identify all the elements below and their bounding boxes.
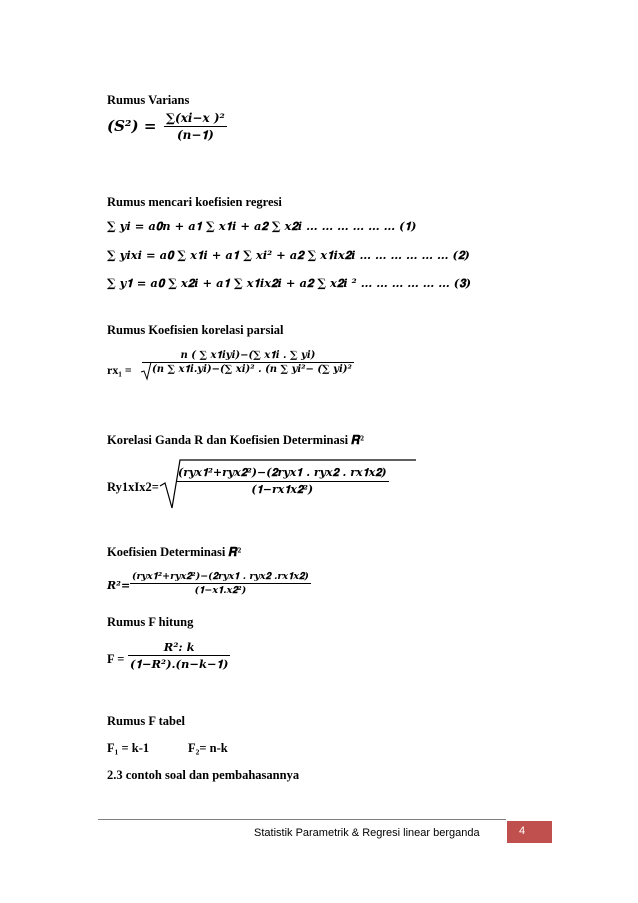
fraction-bar <box>164 126 227 127</box>
ftabel-f2: F₂= n-k <box>188 741 228 755</box>
fhitung-heading: Rumus F hitung <box>107 615 194 629</box>
fhitung-fraction <box>128 640 230 672</box>
partial-heading: Rumus Koefisien korelasi parsial <box>107 323 284 337</box>
partial-lhs: rx₁ = <box>107 363 132 377</box>
variance-numerator: ∑(𝒙𝒊−𝒙 )² <box>166 111 225 125</box>
multiple-denominator: (𝟏−𝒓𝒙𝟏𝒙𝟐²) <box>251 483 314 496</box>
variance-denominator: (𝒏−𝟏) <box>176 128 214 142</box>
partial-fraction <box>142 350 354 375</box>
regression-eq2: ∑ 𝒚𝒊𝒙𝒊 = 𝒂𝟎 ∑ 𝒙𝟏𝒊 + 𝒂𝟏 ∑ 𝒙𝒊² + 𝒂𝟐 ∑ 𝒙𝟏𝒊𝒙𝟐𝒊 … … … … … … (𝟐) <box>107 248 470 262</box>
page-number-box <box>507 821 552 843</box>
multiple-lhs: Ry1xIx2= <box>107 480 159 494</box>
regression-eq3: ∑ 𝒚𝟏 = 𝒂𝟎 ∑ 𝒙𝟐𝒊 + 𝒂𝟏 ∑ 𝒙𝟏𝒊𝒙𝟐𝒊 + 𝒂𝟐 ∑ 𝒙𝟐𝒊 ² … … … … … … (𝟑) <box>107 276 472 290</box>
page-number: 4 <box>519 825 526 837</box>
fraction-bar <box>128 655 230 656</box>
partial-denominator: (𝒏 ∑ 𝒙𝟏𝒊.𝒚𝒊)−(∑ 𝒙𝒊)² . (𝒏 ∑ 𝒚𝒊²− (∑ 𝒚𝒊)² <box>152 364 352 375</box>
determination-denominator: (𝟏−𝒙𝟏.𝒙𝟐²) <box>194 585 247 596</box>
section-title: 2.3 contoh soal dan pembahasannya <box>107 768 300 782</box>
ftabel-heading: Rumus F tabel <box>107 714 186 728</box>
variance-fraction <box>164 111 227 143</box>
determination-lhs: 𝑹²= <box>107 579 131 592</box>
regression-eq1: ∑ 𝒚𝒊 = 𝒂𝟎𝒏 + 𝒂𝟏 ∑ 𝒙𝟏𝒊 + 𝒂𝟐 ∑ 𝒙𝟐𝒊 … … … … … … (𝟏) <box>107 219 417 233</box>
variance-heading: Rumus Varians <box>107 93 190 107</box>
ftabel-f1: F₁ = k-1 <box>107 741 150 755</box>
footer-text: Statistik Parametrik & Regresi linear berganda <box>254 827 480 839</box>
determination-heading: Koefisien Determinasi 𝑹² <box>107 545 242 559</box>
multiple-fraction <box>176 466 389 497</box>
determination-numerator: (𝒓𝒚𝒙𝟏²+𝒓𝒚𝒙𝟐²)−(𝟐𝒓𝒚𝒙𝟏 . 𝒓𝒚𝒙𝟐 .𝒓𝒙𝟏𝒙𝟐) <box>132 571 309 582</box>
regression-heading: Rumus mencari koefisien regresi <box>107 195 282 209</box>
multiple-heading: Korelasi Ganda R dan Koefisien Determinasi 𝑹² <box>107 433 364 447</box>
partial-denominator-wrap <box>142 364 354 375</box>
fraction-bar <box>176 481 389 482</box>
sqrt-icon <box>140 361 152 381</box>
partial-numerator: 𝒏 ( ∑ 𝒙𝟏𝒊𝒚𝒊)−(∑ 𝒙𝟏𝒊 . ∑ 𝒚𝒊) <box>180 350 316 361</box>
fhitung-lhs: F = <box>107 652 125 666</box>
multiple-numerator: (𝒓𝒚𝒙𝟏²+𝒓𝒚𝒙𝟐²)−(𝟐𝒓𝒚𝒙𝟏 . 𝒓𝒚𝒙𝟐 . 𝒓𝒙𝟏𝒙𝟐) <box>178 466 387 479</box>
variance-lhs: (𝑺²) = <box>107 117 157 135</box>
fraction-bar <box>130 583 311 584</box>
fhitung-denominator: (𝟏−𝑹²).(𝒏−𝒌−𝟏) <box>130 657 229 671</box>
fhitung-numerator: 𝑹²: 𝒌 <box>163 640 195 654</box>
footer-divider <box>98 819 506 820</box>
determination-fraction <box>130 571 311 596</box>
